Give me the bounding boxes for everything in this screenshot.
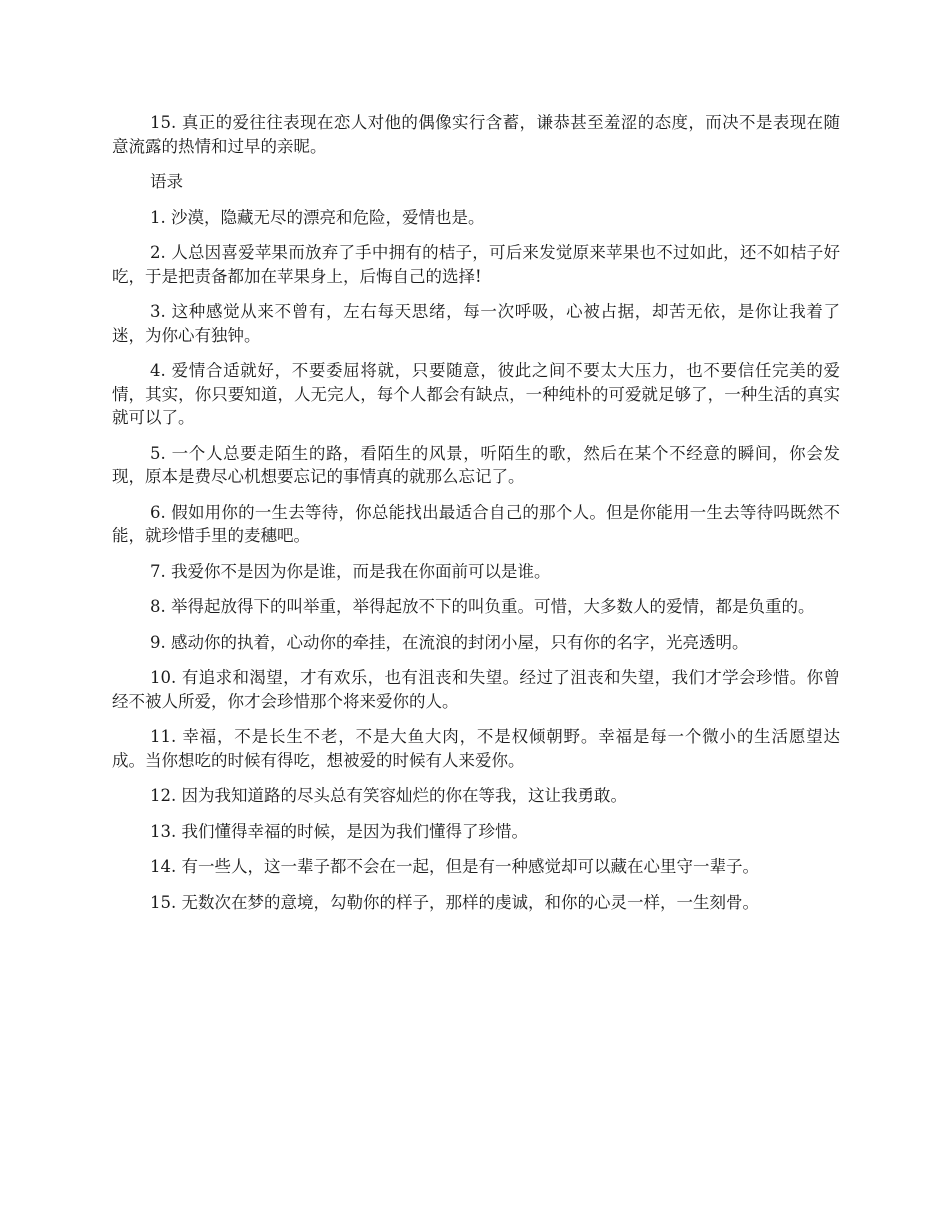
quote-item: 12. 因为我知道路的尽头总有笑容灿烂的你在等我，这让我勇敢。 xyxy=(150,786,627,805)
quote-item: 4. 爱情合适就好，不要委屈将就，只要随意，彼此之间不要太大压力，也不要信任完美的爱情，其实，你只要知道，人无完人，每个人都会有缺点，一种纯朴的可爱就足够了，一种生活的真实就可以了。 xyxy=(112,361,840,427)
quote-item: 2. 人总因喜爱苹果而放弃了手中拥有的桔子，可后来发觉原来苹果也不过如此，还不如桔子好吃，于是把责备都加在苹果身上，后悔自己的选择! xyxy=(112,243,840,286)
quote-item: 7. 我爱你不是因为你是谁，而是我在你面前可以是谁。 xyxy=(150,561,551,581)
quote-item: 8. 举得起放得下的叫举重，举得起放不下的叫负重。可惜，大多数人的爱情，都是负重的。 xyxy=(150,597,815,616)
quote-item: 15. 无数次在梦的意境，勾勒你的样子，那样的虔诚，和你的心灵一样，一生刻骨。 xyxy=(150,892,759,912)
quote-item: 9. 感动你的执着，心动你的牵挂，在流浪的封闭小屋，只有你的名字，光亮透明。 xyxy=(150,632,749,652)
quote-item: 1. 沙漠，隐藏无尽的漂亮和危险，爱情也是。 xyxy=(150,207,485,227)
quote-item: 14. 有一些人，这一辈子都不会在一起，但是有一种感觉却可以藏在心里守一辈子。 xyxy=(150,857,759,876)
intro-paragraph: 15. 真正的爱往往表现在恋人对他的偶像实行含蓄，谦恭甚至羞涩的态度，而决不是表现在随意流露的热情和过早的亲昵。 xyxy=(112,113,840,156)
quote-item: 6. 假如用你的一生去等待，你总能找出最适合自己的那个人。但是你能用一生去等待吗既然不能，就珍惜手里的麦穗吧。 xyxy=(112,502,840,545)
quote-item: 11. 幸福，不是长生不老，不是大鱼大肉，不是权倾朝野。幸福是每一个微小的生活愿望达成。当你想吃的时候有得吃，想被爱的时候有人来爱你。 xyxy=(112,727,840,770)
quote-item: 5. 一个人总要走陌生的路，看陌生的风景，听陌生的歌，然后在某个不经意的瞬间，你会发现，原本是费尽心机想要忘记的事情真的就那么忘记了。 xyxy=(112,443,840,486)
quote-item: 13. 我们懂得幸福的时候，是因为我们懂得了珍惜。 xyxy=(150,821,528,841)
quote-item: 10. 有追求和渴望，才有欢乐，也有沮丧和失望。经过了沮丧和失望，我们才学会珍惜。你曾经不被人所爱，你才会珍惜那个将来爱你的人。 xyxy=(112,668,840,711)
document-page xyxy=(112,111,840,926)
section-title: 语录 xyxy=(150,172,183,191)
quote-item: 3. 这种感觉从来不曾有，左右每天思绪，每一次呼吸，心被占据，却苦无依，是你让我着了迷，为你心有独钟。 xyxy=(112,302,840,345)
